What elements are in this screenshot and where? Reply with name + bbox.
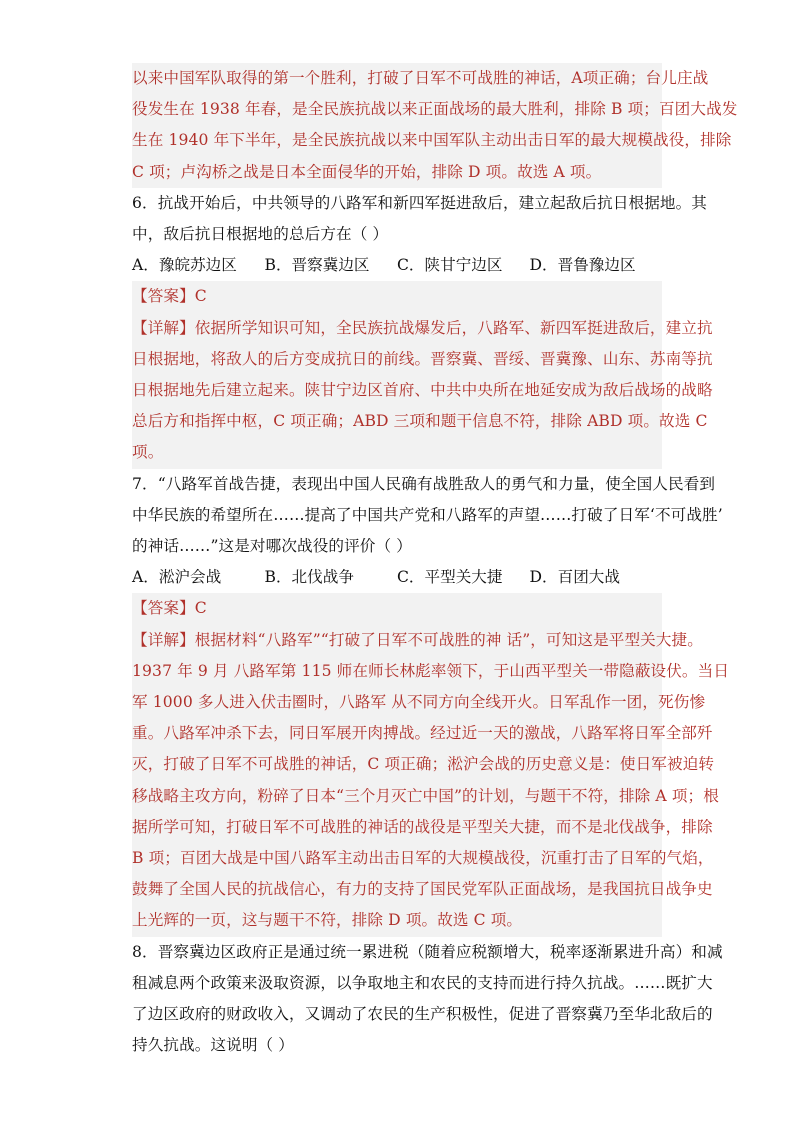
text-line: 以来中国军队取得的第一个胜利，打破了日军不可战胜的神话，A项正确；台儿庄战	[132, 69, 709, 87]
text-line: 军 1000 多人进入伏击圈时，八路军 从不同方向全线开火。日军乱作一团，死伤惨	[132, 693, 706, 712]
text-line: C 项；卢沟桥之战是日本全面侵华的开始，排除 D 项。故选 A 项。	[132, 162, 602, 181]
option-c: C．平型关大捷	[397, 568, 503, 587]
option-b: B．北伐战争	[264, 568, 354, 587]
option-a: A．豫皖苏边区	[132, 256, 237, 275]
text-line: 【详解】依据所学知识可知，全民族抗战爆发后，八路军、新四军挺进敌后，建立抗	[132, 318, 713, 337]
question-6-options	[132, 250, 662, 281]
text-line: 总后方和指挥中枢，C 项正确；ABD 三项和题干信息不符，排除 ABD 项。故选 C	[132, 412, 708, 431]
text-line: 日根据地先后建立起来。陕甘宁边区首府、中共中央所在地延安成为敌后战场的战略	[132, 381, 713, 400]
text-line: 灭，打破了日军不可战胜的神话，C 项正确；淞沪会战的历史意义是：使日军被迫转	[132, 755, 715, 774]
text-line: 1937 年 9 月 八路军第 115 师在师长林彪率领下，于山西平型关一带隐蔽设伏。当日	[132, 661, 730, 680]
text-line: 鼓舞了全国人民的抗战信心，有力的支持了国民党军队正面战场，是我国抗日战争史	[132, 880, 713, 899]
text-line: 租减息两个政策来汲取资源，以争取地主和农民的支持而进行持久抗战。……既扩大	[132, 973, 713, 992]
question-7-stem	[132, 469, 723, 563]
text-line: 8．晋察冀边区政府正是通过统一累进税（随着应税额增大，税率逐渐累进升高）和减	[132, 942, 723, 961]
text-line: 6．抗战开始后，中共领导的八路军和新四军挺进敌后，建立起敌后抗日根据地。其	[132, 193, 707, 212]
page-content	[132, 63, 738, 1062]
text-line: 持久抗战。这说明（ ）	[132, 1036, 294, 1055]
text-line: 中，敌后抗日根据地的总后方在（ ）	[132, 225, 389, 244]
text-line: 上光辉的一页，这与题干不符，排除 D 项。故选 C 项。	[132, 911, 523, 930]
text-line: 役发生在 1938 年春，是全民族抗战以来正面战场的最大胜利，排除 B 项；百团大战发	[132, 100, 738, 119]
text-line: 中华民族的希望所在……提高了中国共产党和八路军的声望……打破了日军‘不可战胜’	[132, 505, 723, 524]
text-line: 【详解】根据材料“八路军”“打破了日军不可战胜的神 话”，可知这是平型关大捷。	[132, 630, 703, 649]
text-line: 项。	[132, 443, 164, 462]
text-line: 移战略主攻方向，粉碎了日本“三个月灭亡中国”的计划，与题干不符，排除 A 项；根	[132, 786, 719, 805]
prev-explanation-block	[132, 63, 738, 188]
option-b: B．晋察冀边区	[264, 256, 370, 275]
text-line: B 项；百团大战是中国八路军主动出击日军的大规模战役，沉重打击了日军的气焰，	[132, 849, 714, 868]
question-6-answer-block	[132, 281, 713, 468]
text-line: 据所学可知，打破日军不可战胜的神话的战役是平型关大捷，而不是北伐战争，排除	[132, 817, 713, 836]
answer-label: 【答案】C	[132, 287, 207, 306]
option-d: D．百团大战	[529, 568, 620, 587]
text-line: 7．“八路军首战告捷，表现出中国人民确有战胜敌人的勇气和力量，使全国人民看到	[132, 474, 716, 493]
answer-label: 【答案】C	[132, 599, 207, 618]
option-c: C．陕甘宁边区	[397, 256, 503, 275]
text-line: 生在 1940 年下半年，是全民族抗战以来中国军队主动出击日军的最大规模战役，排除	[132, 131, 732, 150]
question-8-stem	[132, 937, 723, 1062]
question-7-answer-block	[132, 593, 730, 936]
text-line: 日根据地，将敌人的后方变成抗日的前线。晋察冀、晋绥、晋冀豫、山东、苏南等抗	[132, 349, 713, 368]
text-line: 重。八路军冲杀下去，同日军展开肉搏战。经过近一天的激战，八路军将日军全部歼	[132, 724, 713, 743]
option-d: D．晋鲁豫边区	[529, 256, 636, 275]
option-a: A．淞沪会战	[132, 568, 222, 587]
question-6-stem	[132, 188, 707, 250]
question-7-options	[132, 562, 662, 593]
text-line: 的神话……”这是对哪次战役的评价（ ）	[132, 537, 412, 556]
text-line: 了边区政府的财政收入，又调动了农民的生产积极性，促进了晋察冀乃至华北敌后的	[132, 1005, 713, 1024]
